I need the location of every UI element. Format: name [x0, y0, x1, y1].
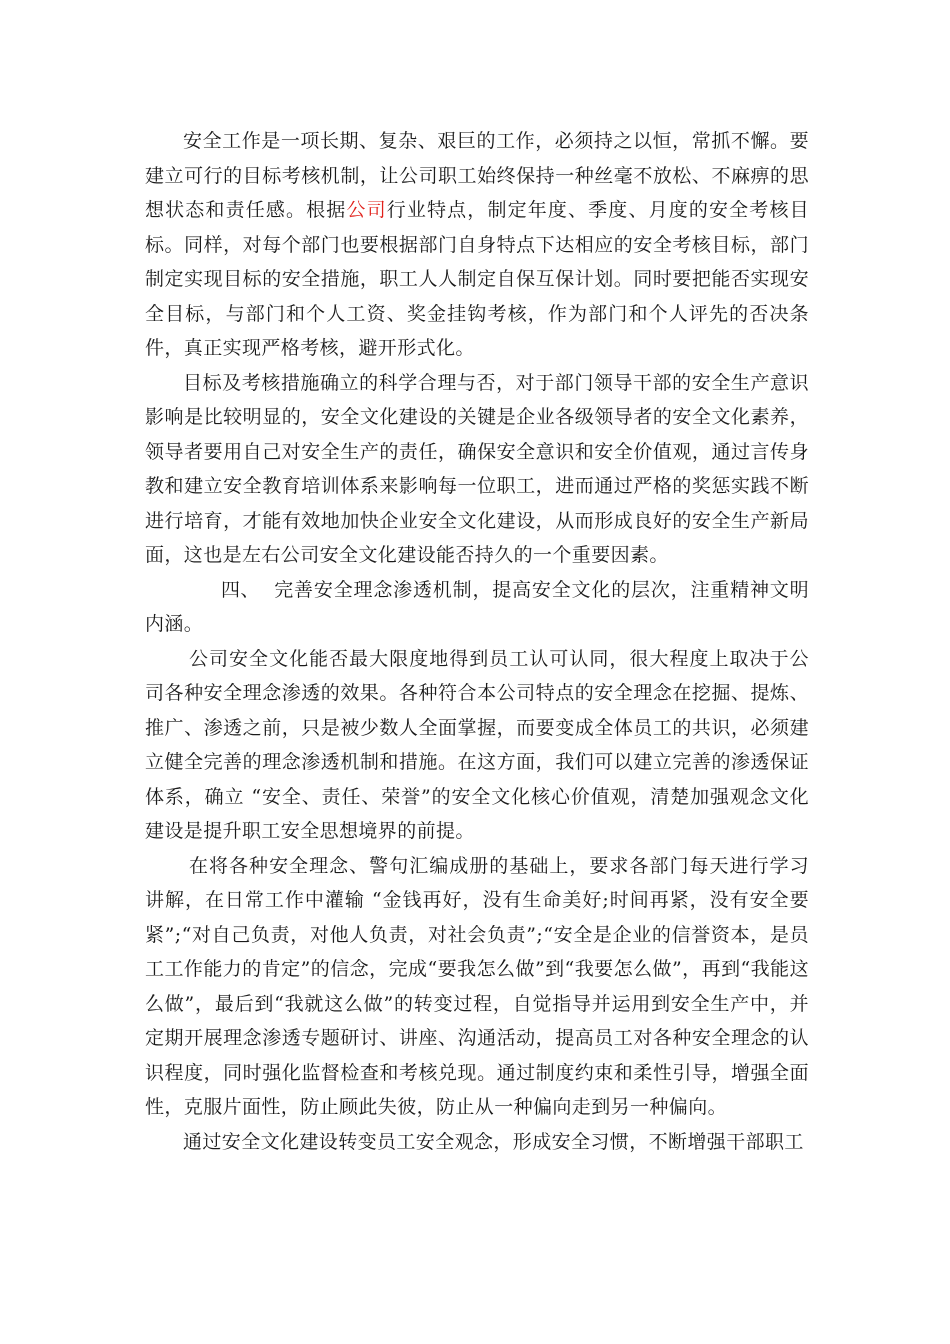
- paragraph-1-text-end: 行业特点，制定年度、季度、月度的安全考核目标。同样，对每个部门也要根据部门自身特点下达相应的安全考核目标，部门制定实现目标的安全措施，职工人人制定自保互保计划。同时要把能否实现安全目标，与部门和个人工资、奖金挂钩考核，作为部门和个人评先的否决条件，真正实现严格考核，避开形式化。: [145, 199, 809, 359]
- document-body: [145, 124, 809, 1159]
- paragraph-1: [145, 124, 809, 366]
- paragraph-5: 通过安全文化建设转变员工安全观念，形成安全习惯，不断增强干部职工: [183, 1130, 804, 1153]
- paragraph-2: 目标及考核措施确立的科学合理与否，对于部门领导干部的安全生产意识影响是比较明显的，安全文化建设的关键是企业各级领导者的安全文化素养，领导者要用自己对安全生产的责任，确保安全意识和安全价值观，通过言传身教和建立安全教育培训体系来影响每一位职工，进而通过严格的奖惩实践不断进行培育，才能有效地加快企业安全文化建设，从而形成良好的安全生产新局面，这也是左右公司安全文化建设能否持久的一个重要因素。: [145, 371, 809, 566]
- section-number: 四、: [221, 578, 260, 601]
- highlighted-term: 公司: [346, 199, 387, 221]
- section-heading-text: 完善安全理念渗透机制，提高安全文化的层次，注重精神文明内涵。: [145, 578, 809, 635]
- section-heading-4: [145, 573, 809, 642]
- paragraph-4: 在将各种安全理念、警句汇编成册的基础上，要求各部门每天进行学习讲解，在日常工作中灌输 “金钱再好，没有生命美好;时间再紧，没有安全要紧”;“对自己负责，对他人负责，对社会负责”;“安全是企业的信誉资本，是员工工作能力的肯定”的信念，完成“要我怎么做”到“我要怎么做”，再到“我能这么做”，最后到“我就这么做”的转变过程，自觉指导并运用到安全生产中，并定期开展理念渗透专题研讨、讲座、沟通活动，提高员工对各种安全理念的认识程度，同时强化监督检查和考核兑现。通过制度约束和柔性引导，增强全面性，克服片面性，防止顾此失彼，防止从一种偏向走到另一种偏向。: [145, 854, 809, 1118]
- paragraph-1-text-start: 安全工作是一项长期、复杂、艰巨的工作，必须持之以恒，常抓不懈。要建立可行的目标考核机制，让公司职工始终保持一种丝毫不放松、不麻痹的思想状态和责任感。根据: [145, 130, 809, 221]
- paragraph-3: 公司安全文化能否最大限度地得到员工认可认同，很大程度上取决于公司各种安全理念渗透的效果。各种符合本公司特点的安全理念在挖掘、提炼、推广、渗透之前，只是被少数人全面掌握，而要变成全体员工的共识，必须建立健全完善的理念渗透机制和措施。在这方面，我们可以建立完善的渗透保证体系，确立 “安全、责任、荣誉”的安全文化核心价值观，清楚加强观念文化建设是提升职工安全思想境界的前提。: [145, 647, 809, 842]
